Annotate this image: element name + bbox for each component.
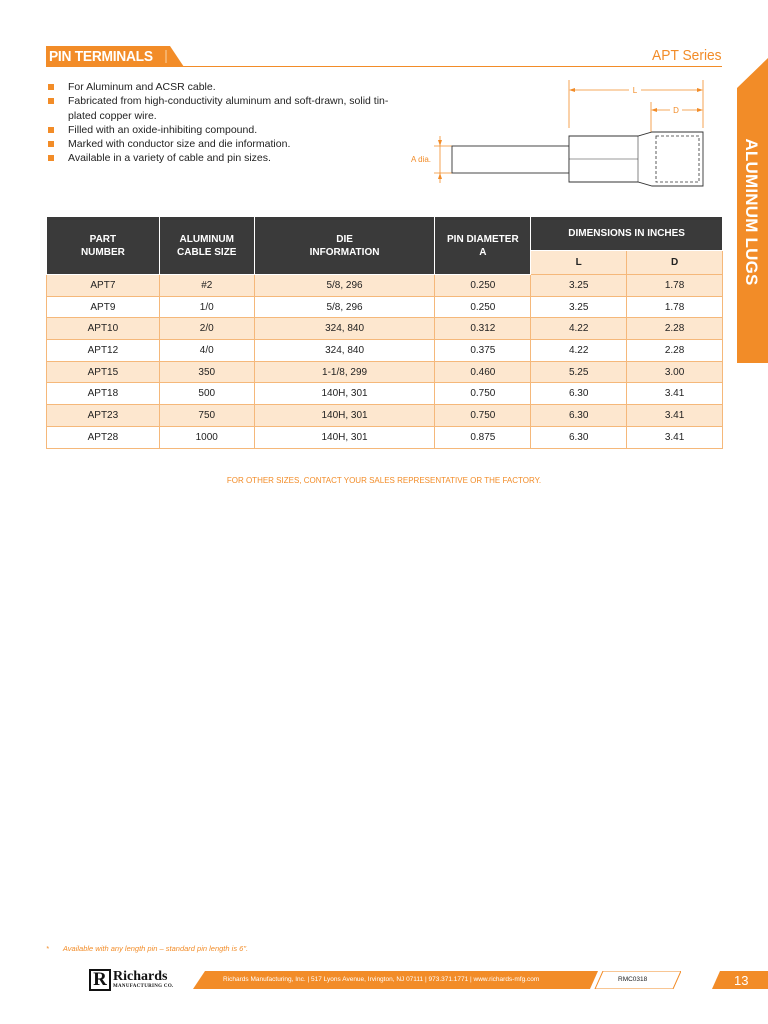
- dim-a-label: A dia.: [410, 155, 431, 164]
- contact-note: FOR OTHER SIZES, CONTACT YOUR SALES REPRESENTATIVE OR THE FACTORY.: [226, 476, 542, 485]
- cell-die-info: 5/8, 296: [254, 296, 435, 318]
- cell-cable-size: 2/0: [159, 318, 254, 340]
- dim-l-arrow-right: [697, 88, 703, 92]
- cell-l: 4.22: [531, 340, 627, 362]
- logo-name: Richards: [113, 969, 168, 984]
- section-title: PIN TERMINALS: [49, 48, 153, 65]
- cell-d: 1.78: [627, 275, 723, 297]
- dim-l-arrow-left: [569, 88, 575, 92]
- cell-l: 6.30: [531, 383, 627, 405]
- cell-part-number: APT15: [47, 361, 160, 383]
- cell-part-number: APT23: [47, 405, 160, 427]
- cell-d: 3.00: [627, 361, 723, 383]
- cell-cable-size: 1000: [159, 426, 254, 448]
- footnote: [46, 944, 248, 953]
- section-tab: [46, 46, 184, 67]
- cell-d: 3.41: [627, 383, 723, 405]
- dim-a-arrow-bottom: [438, 173, 442, 179]
- dim-d-arrow-right: [697, 108, 703, 112]
- cell-l: 4.22: [531, 318, 627, 340]
- cell-die-info: 5/8, 296: [254, 275, 435, 297]
- cell-cable-size: 500: [159, 383, 254, 405]
- cell-die-info: 1-1/8, 299: [254, 361, 435, 383]
- cell-part-number: APT18: [47, 383, 160, 405]
- feature-item: Available in a variety of cable and pin sizes.: [46, 151, 391, 165]
- cell-pin-diameter: 0.750: [435, 383, 531, 405]
- cell-d: 1.78: [627, 296, 723, 318]
- cell-l: 6.30: [531, 405, 627, 427]
- dim-d-label: D: [673, 106, 679, 115]
- cell-cable-size: 750: [159, 405, 254, 427]
- cell-die-info: 140H, 301: [254, 426, 435, 448]
- table-row: [47, 340, 723, 362]
- cell-d: 2.28: [627, 340, 723, 362]
- col-header-pin-diameter: PIN DIAMETER A: [435, 217, 531, 275]
- feature-item: Marked with conductor size and die information.: [46, 137, 391, 151]
- cell-cable-size: 4/0: [159, 340, 254, 362]
- table-row: [47, 361, 723, 383]
- cell-d: 3.41: [627, 405, 723, 427]
- cell-die-info: 140H, 301: [254, 383, 435, 405]
- pin-terminal-diagram: [400, 78, 720, 193]
- cell-d: 3.41: [627, 426, 723, 448]
- cell-pin-diameter: 0.875: [435, 426, 531, 448]
- cell-pin-diameter: 0.250: [435, 275, 531, 297]
- table-row: [47, 275, 723, 297]
- cell-part-number: APT28: [47, 426, 160, 448]
- side-category-label-box: [736, 132, 766, 292]
- cell-part-number: APT10: [47, 318, 160, 340]
- logo-mark: R: [89, 969, 111, 991]
- table-body: [47, 275, 723, 449]
- table-row: [47, 318, 723, 340]
- cell-l: 6.30: [531, 426, 627, 448]
- table-row: [47, 296, 723, 318]
- cell-pin-diameter: 0.460: [435, 361, 531, 383]
- cell-die-info: 140H, 301: [254, 405, 435, 427]
- cell-pin-diameter: 0.312: [435, 318, 531, 340]
- cell-pin-diameter: 0.375: [435, 340, 531, 362]
- col-header-part-number: PART NUMBER: [47, 217, 160, 275]
- col-header-l: L: [531, 251, 627, 275]
- cell-d: 2.28: [627, 318, 723, 340]
- company-logo: [89, 968, 185, 994]
- cell-part-number: APT9: [47, 296, 160, 318]
- page-number-tab: [712, 971, 768, 989]
- terminal-pin: [452, 146, 569, 173]
- col-header-die-info: DIE INFORMATION: [254, 217, 435, 275]
- footer-bar: [193, 971, 681, 989]
- footnote-text: Available with any length pin – standard pin length is 6".: [62, 944, 249, 953]
- specifications-table: [46, 216, 723, 449]
- cell-cable-size: 1/0: [159, 296, 254, 318]
- cell-l: 5.25: [531, 361, 627, 383]
- feature-item: For Aluminum and ACSR cable.: [46, 80, 391, 94]
- table-row: [47, 426, 723, 448]
- cell-l: 3.25: [531, 296, 627, 318]
- feature-item: Fabricated from high-conductivity aluminum and soft-drawn, solid tin-plated copper wire.: [46, 94, 391, 123]
- header-rule: [46, 66, 722, 67]
- cell-part-number: APT7: [47, 275, 160, 297]
- cell-die-info: 324, 840: [254, 340, 435, 362]
- cell-cable-size: #2: [159, 275, 254, 297]
- logo-subtitle: MANUFACTURING CO.: [113, 984, 174, 989]
- dim-a-arrow-top: [438, 140, 442, 146]
- dim-l-label: L: [632, 86, 638, 95]
- feature-item: Filled with an oxide-inhibiting compound.: [46, 123, 391, 137]
- side-category-label: ALUMINUM LUGS: [742, 138, 761, 286]
- series-title: APT Series: [652, 47, 722, 64]
- cell-l: 3.25: [531, 275, 627, 297]
- cell-cable-size: 350: [159, 361, 254, 383]
- col-header-d: D: [627, 251, 723, 275]
- page-number: 13: [734, 973, 749, 988]
- col-header-dimensions: DIMENSIONS IN INCHES: [531, 217, 723, 251]
- cell-part-number: APT12: [47, 340, 160, 362]
- document-code: RMC0318: [618, 976, 648, 983]
- table-row: [47, 405, 723, 427]
- cell-pin-diameter: 0.250: [435, 296, 531, 318]
- feature-list: [46, 80, 391, 166]
- cell-pin-diameter: 0.750: [435, 405, 531, 427]
- footnote-marker: *: [46, 944, 49, 953]
- footer-address: Richards Manufacturing, Inc. | 517 Lyons Avenue, Irvington, NJ 07111 | 973.371.1771 | www.richards-mfg.com: [223, 976, 540, 983]
- table-row: [47, 383, 723, 405]
- cell-die-info: 324, 840: [254, 318, 435, 340]
- col-header-cable-size: ALUMINUM CABLE SIZE: [159, 217, 254, 275]
- dim-d-arrow-left: [651, 108, 657, 112]
